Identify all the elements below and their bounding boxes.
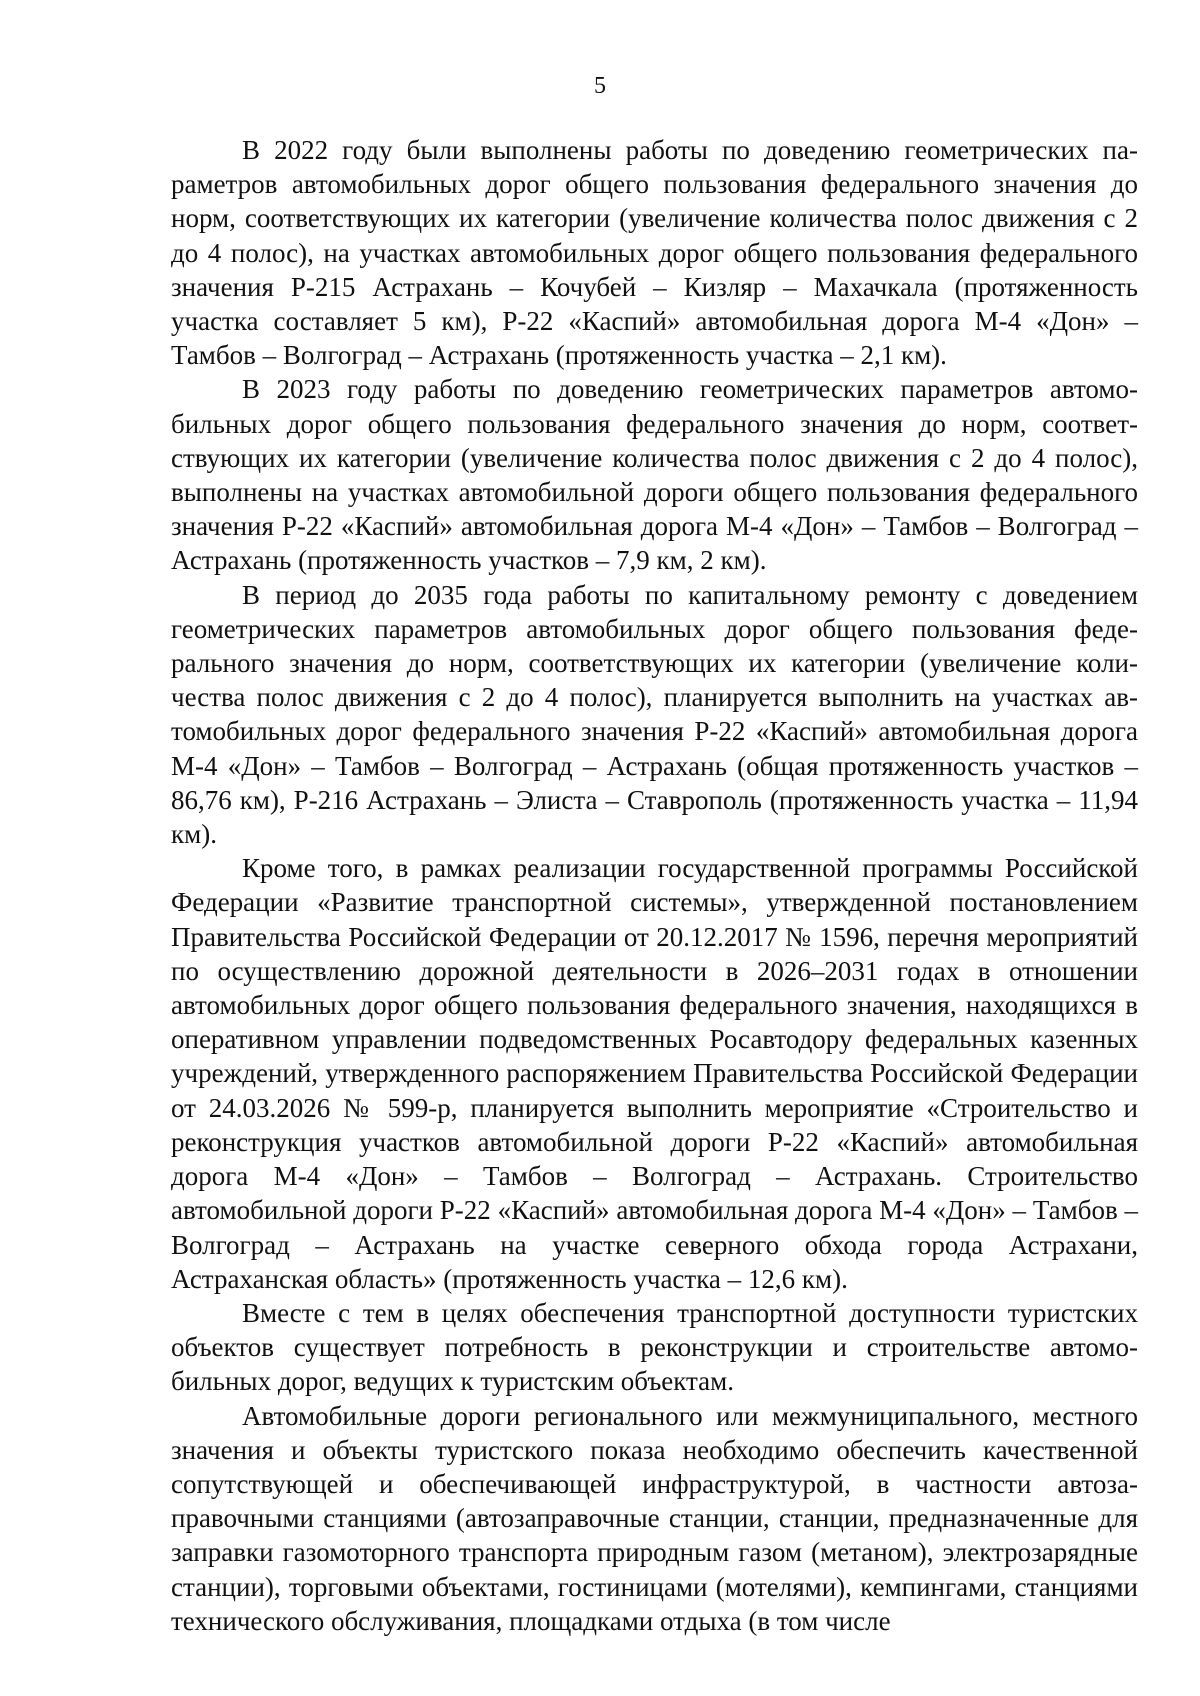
paragraph-plan-2035: В период до 2035 года работы по капитальному ремонту с доведением геометрических параметров автомобильных дорог общего пользования федерального значения до норм, соответствующих их категории (увеличение количества полос движения с 2 до 4 полос), планируется выполнить на участках автомобильных дорог федерального значения Р-22 «Каспий» автомобильная дорога М-4 «Дон» – Тамбов – Волгоград – Астрахань (общая протяженность участков – 86,76 км), Р-216 Астрахань – Элиста – Ставрополь (протяженность участка – 11,94 км). — [171, 579, 1138, 850]
paragraph-tourist-access: Вместе с тем в целях обеспечения транспортной доступности туристских объектов существует потребность в реконструкции и строительстве автомобильных дорог, ведущих к туристским объектам. — [171, 1297, 1138, 1397]
paragraph-infrastructure: Автомобильные дороги регионального или межмуниципального, местного значения и объекты туристского показа необходимо обеспечить качественной сопутствующей и обеспечивающей инфраструктурой, в частности автозаправочными станциями (автозаправочные станции, станции, предназначенные для заправки газомоторного транспорта природным газом (метаном), электрозарядные станции), торговыми объектами, гостиницами (мотелями), кемпингами, станциями технического обслуживания, площадками отдыха (в том числе — [171, 1400, 1138, 1636]
document-body — [171, 133, 1138, 1638]
paragraph-2023-works: В 2023 году работы по доведению геометрических параметров автомобильных дорог общего пользования федерального значения до норм, соответствующих их категории (увеличение количества полос движения с 2 до 4 полос), выполнены на участках автомобильной дороги общего пользования федерального значения Р-22 «Каспий» автомобильная дорога М-4 «Дон» – Тамбов – Волгоград – Астрахань (протяженность участков – 7,9 км, 2 км). — [171, 374, 1138, 576]
paragraph-2022-works: В 2022 году были выполнены работы по доведению геометрических параметров автомобильных дорог общего пользования федерального значения до норм, соответствующих их категории (увеличение количества полос движения с 2 до 4 полос), на участках автомобильных дорог общего пользования федерального значения Р-215 Астрахань – Кочубей – Кизляр – Махачкала (протяженность участка составляет 5 км), Р-22 «Каспий» автомобильная дорога М-4 «Дон» – Тамбов – Волгоград – Астрахань (протяженность участка – 2,1 км). — [171, 135, 1138, 371]
page-number: 5 — [594, 73, 606, 99]
paragraph-state-program: Кроме того, в рамках реализации государственной программы Российской Федерации «Развитие транспортной системы», утвержденной постановлением Правительства Российской Федерации от 20.12.2017 № 1596, перечня мероприятий по осуществлению дорожной деятельности в 2026–2031 годах в отношении автомобильных дорог общего пользования федерального значения, находящихся в оперативном управлении подведомственных Росавтодору федеральных казенных учреждений, утвержденного распоряжением Правительства Российской Федерации от 24.03.2026 № 599-р, планируется выполнить мероприятие «Строительство и реконструкция участков автомобильной дороги Р-22 «Каспий» автомобильная дорога М-4 «Дон» – Тамбов – Волгоград – Астрахань. Строительство автомобильной дороги Р-22 «Каспий» автомобильная дорога М-4 «Дон» – Тамбов – Волгоград – Астрахань на участке северного обхода города Астрахани, Астраханская область» (протяженность участка – 12,6 км). — [171, 853, 1138, 1294]
